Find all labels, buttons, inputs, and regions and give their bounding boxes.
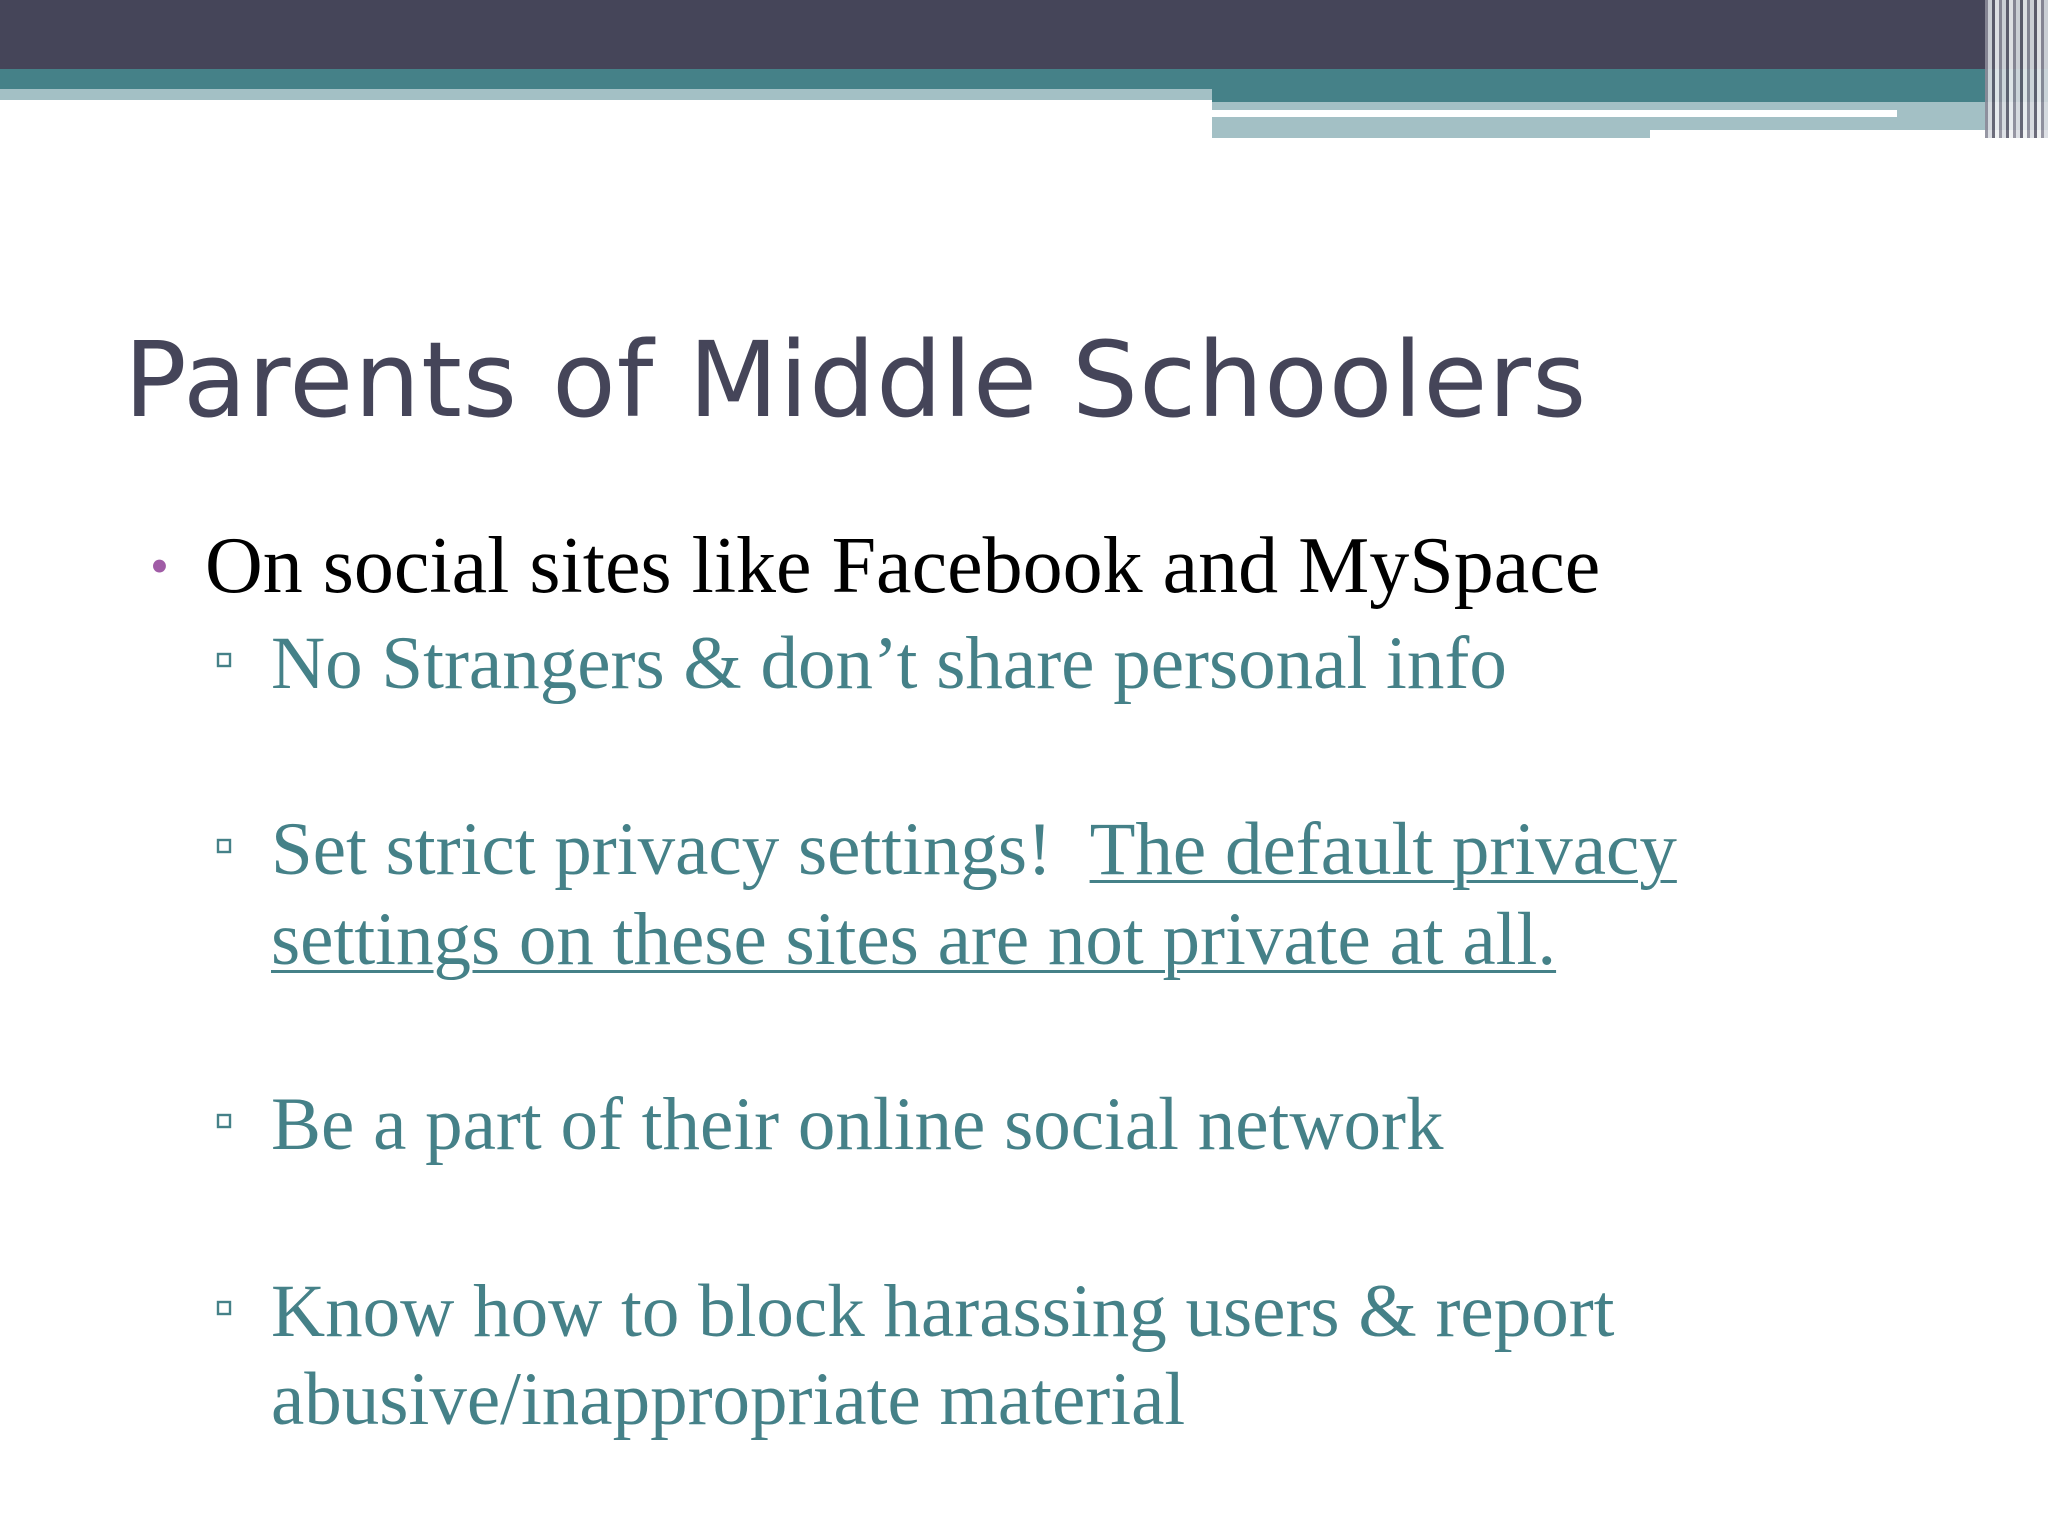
- sub-bullet-2-text: Set strict privacy settings!: [271, 808, 1053, 891]
- sub-bullet-4-line-1: Know how to block harassing users & report: [271, 1270, 1615, 1353]
- main-bullet-text: On social sites like Facebook and MySpace: [205, 522, 1601, 610]
- sub-bullet-4-line-2: abusive/inappropriate material: [271, 1358, 1186, 1441]
- sub-bullet-3-text: Be a part of their online social network: [271, 1083, 1444, 1166]
- square-bullet-icon: [216, 838, 240, 862]
- sub-bullet-2-emphasis-line-1: The default privacy: [1089, 808, 1677, 891]
- sub-bullet-1-text: No Strangers & don’t share personal info: [271, 622, 1507, 705]
- sub-bullet-2-line-1: [271, 806, 1677, 894]
- square-bullet-icon: [216, 1113, 240, 1137]
- square-bullet-icon: [216, 652, 240, 676]
- slide-title: Parents of Middle Schoolers: [124, 319, 1588, 441]
- square-bullet-icon: [216, 1300, 240, 1324]
- round-bullet-icon: •: [150, 536, 169, 596]
- sub-bullet-2-emphasis-line-2: settings on these sites are not private at all.: [271, 898, 1557, 981]
